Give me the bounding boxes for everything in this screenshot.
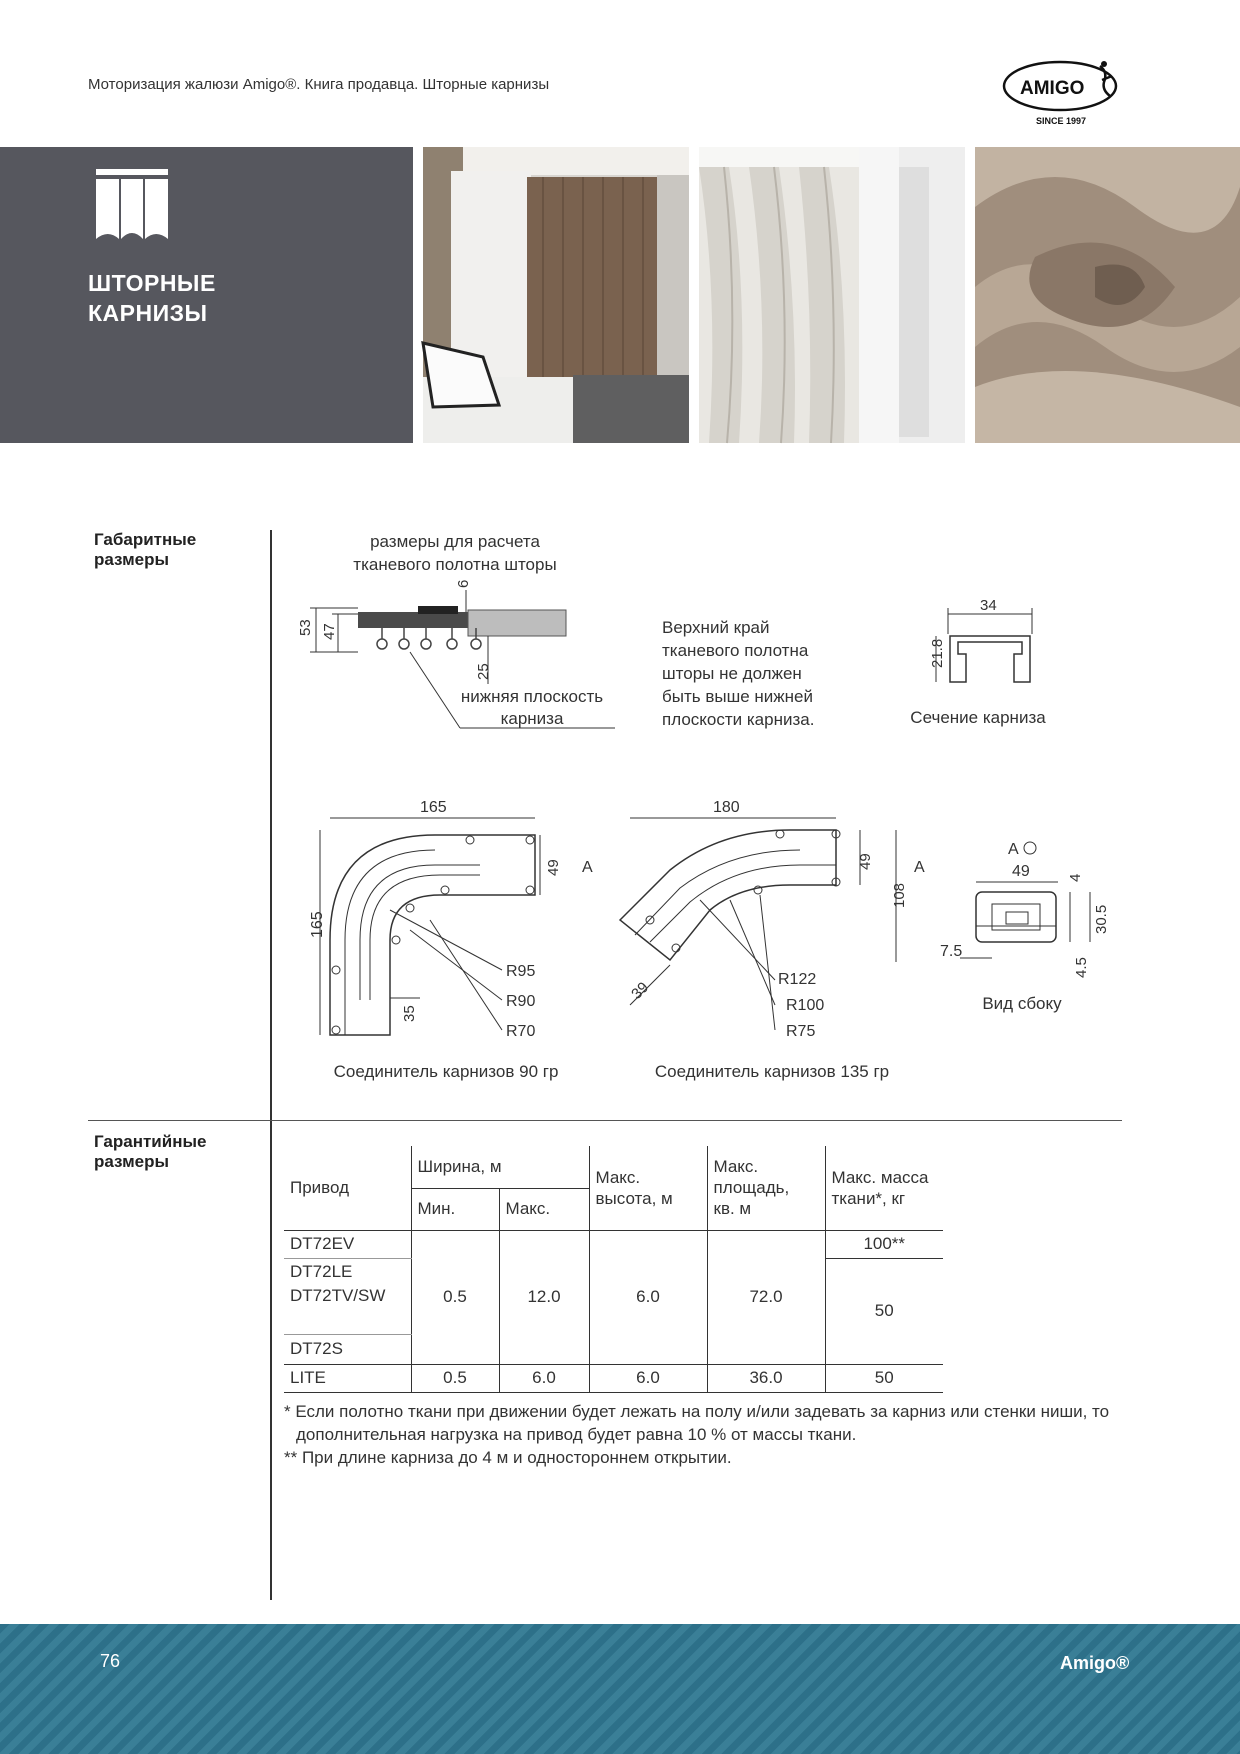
header-area-l2: площадь, <box>713 1178 790 1198</box>
conn135-a: A <box>914 859 925 876</box>
document-header-title: Моторизация жалюзи Amigo®. Книга продавца. Шторные карнизы <box>88 76 550 93</box>
header-max: Макс. <box>499 1188 589 1230</box>
dim-25: 25 <box>475 663 492 680</box>
note-line-5: плоскости карниза. <box>662 710 815 729</box>
drive-dt72s: DT72S <box>284 1334 411 1364</box>
header-mass-l2: ткани*, кг <box>831 1188 906 1208</box>
photo-curtain-rail <box>699 147 965 443</box>
banner-title-line2: КАРНИЗЫ <box>88 300 208 326</box>
footnote-1-line2: дополнительная нагрузка на привод будет равна 10 % от массы ткани. <box>296 1425 857 1444</box>
dim-53: 53 <box>297 619 314 636</box>
side-49: 49 <box>1012 863 1030 880</box>
header-mass-l1: Макс. масса <box>831 1167 929 1187</box>
lite-area: 36.0 <box>707 1364 825 1392</box>
side-a: A <box>1008 841 1019 858</box>
note-line-2: тканевого полотна <box>662 641 809 660</box>
conn90-49: 49 <box>545 859 562 876</box>
drive-dt72tvsw: DT72TV/SW <box>284 1286 411 1334</box>
lite-mass: 50 <box>874 1368 894 1387</box>
note-line-3: шторы не должен <box>662 664 802 683</box>
header-width: Ширина, м <box>411 1146 589 1188</box>
side-4-5: 4.5 <box>1073 957 1090 978</box>
dim-21-8: 21.8 <box>929 638 946 668</box>
dim-47: 47 <box>321 623 338 640</box>
dim-6: 6 <box>455 579 472 588</box>
header-height <box>589 1146 707 1230</box>
conn90-r70: R70 <box>506 1023 536 1040</box>
section-label-dimensions <box>94 530 196 570</box>
group-area: 72.0 <box>707 1230 825 1364</box>
rail-section-drawing <box>910 594 1050 684</box>
conn90-35: 35 <box>401 1005 418 1022</box>
lite-min: 0.5 <box>411 1364 499 1392</box>
group-mass: 50 <box>874 1301 894 1320</box>
conn135-r100: R100 <box>786 997 825 1014</box>
section-label-warranty-line2: размеры <box>94 1152 170 1171</box>
bottom-plane-label <box>450 686 614 730</box>
section-label-dimensions-line1: Габаритные <box>94 530 197 549</box>
page-number: 76 <box>100 1651 121 1671</box>
conn135-r122: R122 <box>778 971 817 988</box>
header-height-l2: высота, м <box>595 1188 673 1208</box>
lite-height: 6.0 <box>589 1364 707 1392</box>
header-drive: Привод <box>284 1146 411 1230</box>
side-30-5: 30.5 <box>1093 904 1110 934</box>
footer-band <box>0 1624 1240 1754</box>
mass-dt72ev: 100** <box>825 1230 943 1258</box>
conn90-r90: R90 <box>506 993 536 1010</box>
footer-brand: Amigo® <box>1060 1653 1130 1673</box>
header-height-l1: Макс. <box>595 1167 641 1187</box>
top-caption-line1: размеры для расчета <box>370 532 540 551</box>
drive-dt72ev: DT72EV <box>284 1230 411 1258</box>
header-area-l3: кв. м <box>713 1199 752 1219</box>
note-line-4: быть выше нижней <box>662 687 813 706</box>
header-mass <box>825 1146 943 1230</box>
conn90-a: A <box>582 859 593 876</box>
section-label-dimensions-line2: размеры <box>94 550 170 569</box>
footnote-1-line1: * Если полотно ткани при движении будет лежать на полу и/или задевать за карниз или стенки ниши, то <box>284 1402 1110 1421</box>
group-height: 6.0 <box>589 1230 707 1364</box>
note-line-1: Верхний край <box>662 618 770 637</box>
top-caption-line2: тканевого полотна шторы <box>353 555 557 574</box>
warranty-table <box>284 1146 943 1393</box>
logo-since: SINCE 1997 <box>1036 116 1087 126</box>
bottom-plane-line2: карниза <box>500 709 564 728</box>
drive-dt72le: DT72LE <box>284 1258 411 1286</box>
conn135-r75: R75 <box>786 1023 816 1040</box>
side-4: 4 <box>1067 873 1084 882</box>
conn90-width: 165 <box>420 799 447 816</box>
side-view-caption: Вид сбоку <box>982 994 1062 1013</box>
lite-max: 6.0 <box>499 1364 589 1392</box>
banner-title-line1: ШТОРНЫЕ <box>88 270 216 296</box>
section-label-warranty <box>94 1132 206 1172</box>
conn135-39: 39 <box>628 978 653 1003</box>
curtain-icon <box>96 169 168 241</box>
connector-135-drawing <box>610 790 940 1050</box>
connector-90-caption: Соединитель карнизов 90 гр <box>333 1062 559 1081</box>
connector-135-caption: Соединитель карнизов 135 гр <box>654 1062 890 1081</box>
footnote-2: ** При длине карниза до 4 м и одностороннем открытии. <box>284 1448 732 1467</box>
bottom-plane-line1: нижняя плоскость <box>460 687 604 706</box>
section-label-warranty-line1: Гарантийные <box>94 1132 207 1151</box>
conn135-49: 49 <box>857 853 874 870</box>
conn90-r95: R95 <box>506 963 536 980</box>
header-area <box>707 1146 825 1230</box>
logo-text: AMIGO <box>1020 78 1085 99</box>
conn135-width: 180 <box>713 799 740 816</box>
section-divider <box>88 1120 1122 1121</box>
rotate-icon <box>1024 842 1036 854</box>
connector-90-drawing <box>290 790 593 1050</box>
side-view-drawing <box>940 830 1130 990</box>
drive-lite: LITE <box>284 1364 411 1392</box>
vertical-divider <box>270 530 272 1600</box>
fabric-edge-note <box>662 616 814 731</box>
dim-34: 34 <box>980 597 997 614</box>
conn90-height: 165 <box>309 911 326 938</box>
group-min: 0.5 <box>411 1230 499 1364</box>
conn135-108: 108 <box>891 882 908 908</box>
side-7-5: 7.5 <box>940 943 963 960</box>
rail-section-caption: Сечение карниза <box>910 708 1046 727</box>
header-min: Мин. <box>411 1188 499 1230</box>
amigo-logo <box>1000 58 1128 128</box>
header-area-l1: Макс. <box>713 1157 759 1177</box>
group-max: 12.0 <box>499 1230 589 1364</box>
photo-bedroom <box>423 147 689 443</box>
banner-title <box>88 268 216 328</box>
photo-fabric <box>975 147 1240 443</box>
